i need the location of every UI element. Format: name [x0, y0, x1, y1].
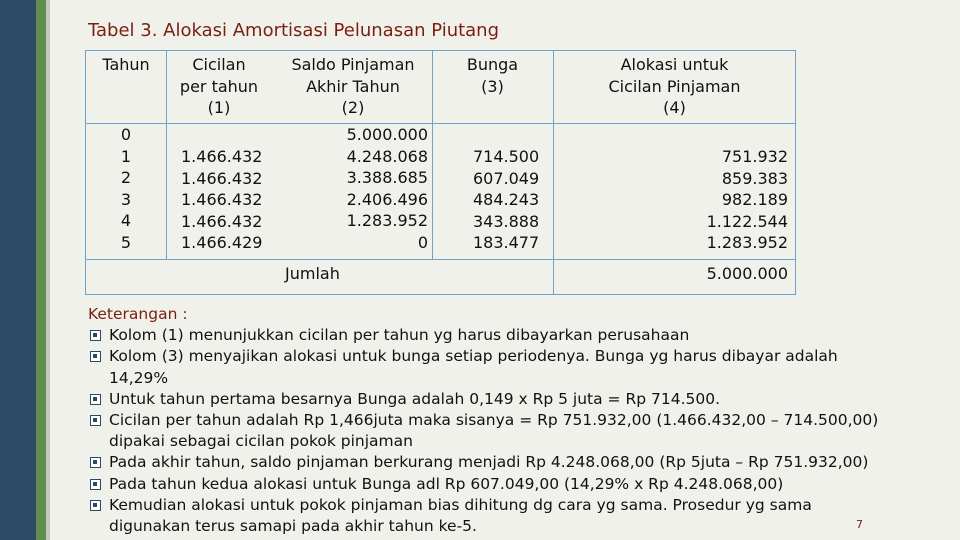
table-cell: 4: [120, 211, 132, 230]
table-cell: 1.466.432: [181, 190, 263, 209]
side-stripe-light: [46, 0, 50, 540]
note-item: Kolom (1) menunjukkan cicilan per tahun yg harus dibayarkan perusahaan: [88, 325, 938, 346]
table-cell: 484.243: [473, 190, 540, 209]
table-cell: 1.466.429: [181, 233, 263, 252]
table-cell: 607.049: [473, 168, 540, 188]
table-cell: 859.383: [721, 168, 788, 188]
table-cell: 343.888: [473, 211, 540, 231]
table-cell: 1.122.544: [706, 211, 788, 231]
side-stripe-dark: [0, 0, 36, 540]
header-bunga: Bunga (3): [466, 55, 519, 96]
checkbox-bullet-icon: [90, 415, 101, 426]
table-cell: 1.283.952: [346, 211, 428, 230]
checkbox-bullet-icon: [90, 500, 101, 511]
table-cell: 982.189: [721, 190, 788, 209]
column-bunga: [473, 146, 553, 254]
checkbox-bullet-icon: [90, 351, 101, 362]
note-item: Cicilan per tahun adalah Rp 1,466juta maka sisanya = Rp 751.932,00 (1.466.432,00 – 714.500,00) dipakai sebagai cicilan pokok pinjaman: [88, 410, 938, 452]
page-title: Tabel 3. Alokasi Amortisasi Pelunasan Piutang: [88, 20, 500, 41]
table-cell: 1.466.432: [181, 168, 263, 188]
column-alokasi: [660, 146, 788, 254]
side-stripe-green: [36, 0, 46, 540]
header-alokasi: Alokasi untuk Cicilan Pinjaman (4): [608, 55, 741, 117]
column-saldo: [330, 124, 428, 253]
table-cell: 1.283.952: [706, 233, 788, 252]
table-cell: 0: [120, 125, 132, 144]
note-item: Kolom (3) menyajikan alokasi untuk bunga setiap periodenya. Bunga yg harus dibayar adalah 14,29%: [88, 346, 938, 388]
table-cell: 5: [120, 232, 132, 252]
total-label: Jumlah: [285, 264, 340, 283]
checkbox-bullet-icon: [90, 457, 101, 468]
notes-heading: Keterangan :: [88, 305, 188, 323]
table-cell: 3: [120, 189, 132, 209]
notes-section: [88, 304, 938, 537]
table-cell: 2.406.496: [346, 189, 428, 209]
header-saldo: Saldo Pinjaman Akhir Tahun (2): [291, 55, 415, 117]
table-cell: 751.932: [721, 147, 788, 166]
note-item: Untuk tahun pertama besarnya Bunga adalah 0,149 x Rp 5 juta = Rp 714.500.: [88, 389, 938, 410]
note-item: Kemudian alokasi untuk pokok pinjaman bias dihitung dg cara yg sama. Prosedur yg sama digunakan terus samapi pada akhir tahun ke-5.: [88, 495, 938, 537]
table-cell: 183.477: [473, 233, 540, 252]
header-cicilan: Cicilan per tahun (1): [179, 55, 259, 117]
column-cicilan: [181, 146, 271, 254]
note-item: Pada tahun kedua alokasi untuk Bunga adl Rp 607.049,00 (14,29% x Rp 4.248.068,00): [88, 474, 938, 495]
table-cell: 2: [120, 168, 132, 187]
table-cell: 1.466.432: [181, 147, 263, 166]
table-cell: 3.388.685: [346, 168, 428, 187]
total-divider: [85, 259, 796, 260]
note-item: Pada akhir tahun, saldo pinjaman berkurang menjadi Rp 4.248.068,00 (Rp 5juta – Rp 751.932,00): [88, 452, 938, 473]
checkbox-bullet-icon: [90, 479, 101, 490]
table-cell: 1.466.432: [181, 211, 263, 231]
header-divider: [85, 123, 796, 124]
table-cell: 1: [120, 146, 132, 166]
table-cell: 0: [417, 232, 428, 252]
column-tahun: [86, 124, 166, 253]
total-value: 5.000.000: [706, 264, 788, 283]
checkbox-bullet-icon: [90, 394, 101, 405]
checkbox-bullet-icon: [90, 330, 101, 341]
table-cell: 5.000.000: [346, 125, 428, 144]
page-number: 7: [856, 518, 863, 531]
table-cell: 4.248.068: [346, 146, 428, 166]
header-tahun: Tahun: [102, 55, 150, 74]
table-cell: 714.500: [473, 147, 540, 166]
